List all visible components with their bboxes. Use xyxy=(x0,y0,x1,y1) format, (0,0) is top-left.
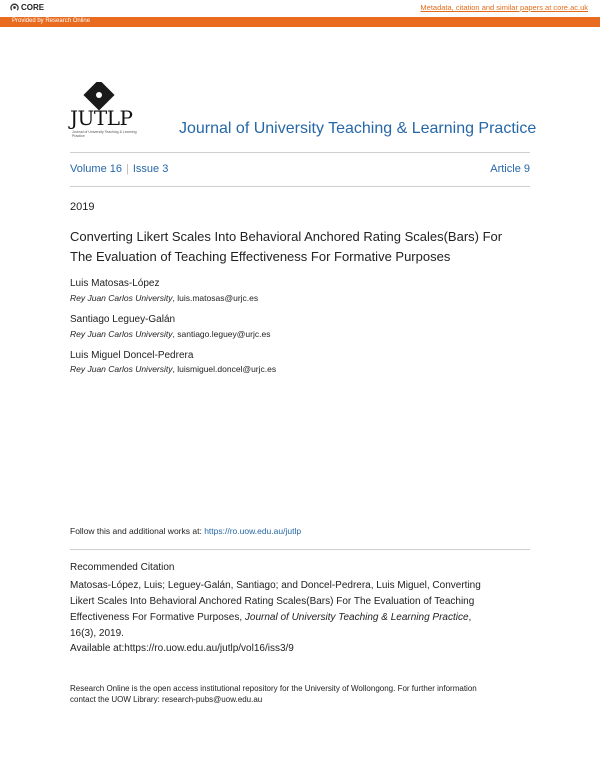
author-name[interactable]: Luis Matosas-López xyxy=(70,278,160,289)
citation-line: Likert Scales Into Behavioral Anchored Rating Scales(Bars) For The Evaluation of Teaching xyxy=(70,596,475,607)
author-email[interactable]: , luis.matosas@urjc.es xyxy=(172,293,259,303)
issue-link[interactable]: Issue 3 xyxy=(132,163,169,175)
divider xyxy=(70,549,530,550)
footer-note xyxy=(70,683,530,705)
footer-line: Research Online is the open access institutional repository for the University of Wollongong. For further information xyxy=(70,684,477,693)
volume-issue xyxy=(70,163,168,175)
follow-line xyxy=(70,526,301,536)
provided-by-text: Provided by Research Online xyxy=(12,18,91,24)
top-bar xyxy=(0,0,600,17)
separator: | xyxy=(125,163,129,175)
footer-line: contact the UOW Library: research-pubs@uow.edu.au xyxy=(70,695,263,704)
core-icon xyxy=(10,3,19,12)
citation-line: Matosas-López, Luis; Leguey-Galán, Santiago; and Doncel-Pedrera, Luis Miguel, Converting xyxy=(70,580,481,591)
follow-link[interactable]: https://ro.uow.edu.au/jutlp xyxy=(204,526,302,536)
paper-title[interactable] xyxy=(70,227,540,267)
core-logo[interactable] xyxy=(10,3,44,12)
logo-subtitle: Journal of University Teaching & Learning Practice xyxy=(72,130,137,138)
core-label: CORE xyxy=(21,3,45,12)
author-affiliation xyxy=(70,329,270,339)
author-email[interactable]: , luismiguel.doncel@urjc.es xyxy=(172,364,277,374)
author-name[interactable]: Santiago Leguey-Galán xyxy=(70,314,176,325)
metadata-link[interactable]: Metadata, citation and similar papers at core.ac.uk xyxy=(420,3,588,12)
article-link[interactable]: Article 9 xyxy=(490,163,530,175)
author-affiliation xyxy=(70,364,276,374)
recommended-citation-heading: Recommended Citation xyxy=(70,562,175,573)
author-affiliation xyxy=(70,293,258,303)
divider xyxy=(70,186,530,187)
author-name[interactable]: Luis Miguel Doncel-Pedrera xyxy=(70,350,194,361)
institution: Rey Juan Carlos University xyxy=(70,364,173,374)
follow-text: Follow this and additional works at: xyxy=(70,526,205,536)
journal-title[interactable]: Journal of University Teaching & Learning Practice xyxy=(179,120,537,137)
author-email[interactable]: , santiago.leguey@urjc.es xyxy=(172,329,271,339)
available-at[interactable]: Available at:https://ro.uow.edu.au/jutlp/vol16/iss3/9 xyxy=(70,643,294,654)
institution: Rey Juan Carlos University xyxy=(70,329,173,339)
title-line: Converting Likert Scales Into Behavioral Anchored Rating Scales(Bars) For xyxy=(70,229,503,244)
divider xyxy=(70,152,530,153)
publication-year: 2019 xyxy=(70,201,95,213)
provider-bar xyxy=(0,17,600,27)
citation-text xyxy=(70,578,530,642)
citation-line xyxy=(70,610,530,626)
title-line: The Evaluation of Teaching Effectiveness For Formative Purposes xyxy=(70,249,451,264)
citation-line: 16(3), 2019. xyxy=(70,628,124,639)
citation-line-end: , xyxy=(468,612,472,623)
volume-link[interactable]: Volume 16 xyxy=(70,163,122,175)
logo-text: JUTLP xyxy=(70,106,133,130)
institution: Rey Juan Carlos University xyxy=(70,293,173,303)
citation-journal: Journal of University Teaching & Learning Practice xyxy=(244,612,469,623)
citation-line-start: Effectiveness For Formative Purposes, xyxy=(70,612,245,623)
